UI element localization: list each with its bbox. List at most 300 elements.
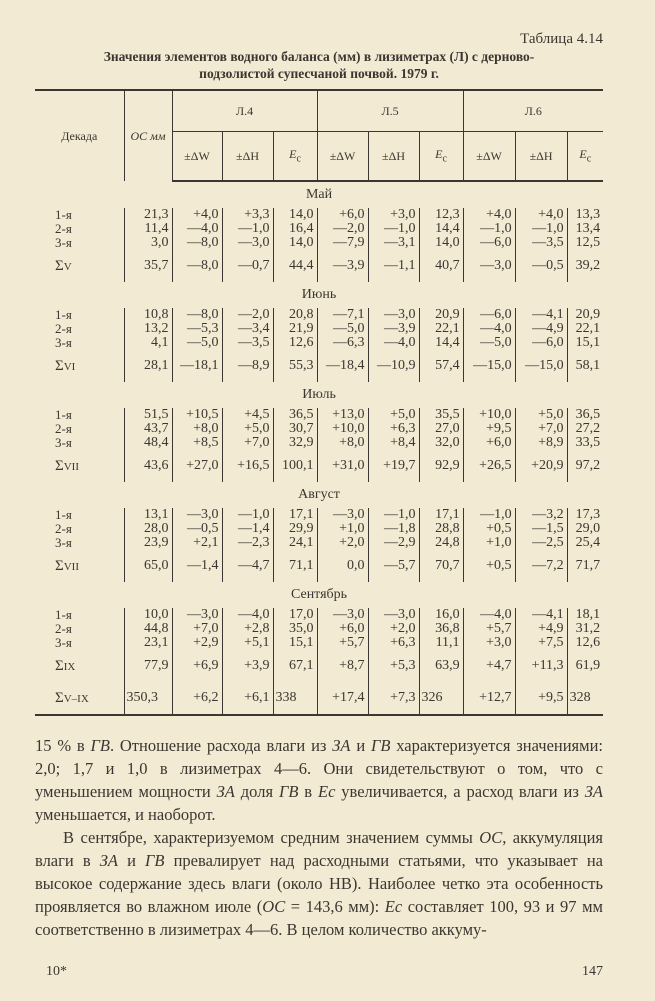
- table-cell: —0,5: [172, 522, 222, 536]
- table-row: [35, 436, 603, 450]
- table-cell: —3,2: [515, 508, 567, 522]
- table-cell: 67,1: [273, 650, 317, 682]
- table-cell: —1,0: [222, 222, 273, 236]
- table-row: [35, 236, 603, 250]
- table-row: [35, 322, 603, 336]
- table-cell: 16,0: [419, 608, 463, 622]
- table-cell: —4,0: [222, 608, 273, 622]
- italic-term: ГВ: [278, 782, 299, 801]
- table-row: [35, 508, 603, 522]
- table-cell: 17,1: [419, 508, 463, 522]
- header-delta-h: ±ΔH: [515, 132, 567, 182]
- table-cell: 35,7: [124, 250, 172, 282]
- header-ec: [419, 132, 463, 182]
- table-cell: 70,7: [419, 550, 463, 582]
- water-balance-table: [35, 89, 603, 722]
- table-cell: 22,1: [419, 322, 463, 336]
- total-row: [35, 682, 603, 715]
- paragraph: [35, 826, 603, 941]
- table-cell: —7,9: [317, 236, 368, 250]
- row-label: [35, 550, 124, 582]
- row-label: 3-я: [55, 235, 72, 250]
- table-cell: 31,2: [567, 622, 603, 636]
- table-cell: +3,0: [368, 208, 419, 222]
- text-run: . Отношение расхода влаги из: [109, 736, 333, 755]
- table-cell: 71,1: [273, 550, 317, 582]
- table-cell: 35,0: [273, 622, 317, 636]
- table-cell: +7,0: [222, 436, 273, 450]
- table-cell: —5,7: [368, 550, 419, 582]
- table-cell: —4,0: [463, 608, 515, 622]
- row-label: 2-я: [55, 221, 72, 236]
- table-cell: 11,1: [419, 636, 463, 650]
- table-cell: +10,5: [172, 408, 222, 422]
- sigma-symbol: Σ: [55, 657, 64, 674]
- table-cell: —4,1: [515, 608, 567, 622]
- header-ec: [567, 132, 603, 182]
- table-cell: —5,0: [172, 336, 222, 350]
- table-cell: —1,8: [368, 522, 419, 536]
- text-run: уменьшается, и наоборот.: [35, 805, 216, 824]
- table-cell: —4,1: [515, 308, 567, 322]
- table-cell: +6,9: [172, 650, 222, 682]
- sigma-symbol: Σ: [55, 257, 64, 274]
- table-cell: —1,0: [368, 222, 419, 236]
- table-cell: +13,0: [317, 408, 368, 422]
- text-run: , аккумуляция влаги в: [35, 828, 604, 870]
- italic-term: ЗА: [332, 736, 351, 755]
- table-cell: —1,5: [515, 522, 567, 536]
- table-cell: —6,3: [317, 336, 368, 350]
- text-run: превалирует над расходными статьями, что указывает на высокое содержание здесь влаги (около НВ). Наиболее четко эта особенность проявляется во влажном июле (: [35, 851, 603, 916]
- month-title: Сентябрь: [290, 587, 348, 602]
- table-cell: +2,8: [222, 622, 273, 636]
- table-cell: 32,9: [273, 436, 317, 450]
- table-cell: 43,6: [124, 450, 172, 482]
- table-cell: 20,9: [419, 308, 463, 322]
- table-cell: +2,0: [368, 622, 419, 636]
- table-cell: 0,0: [317, 550, 368, 582]
- table-cell: 97,2: [567, 450, 603, 482]
- table-cell: —2,9: [368, 536, 419, 550]
- row-label: [35, 350, 124, 382]
- table-cell: 61,9: [567, 650, 603, 682]
- table-cell: —3,4: [222, 322, 273, 336]
- table-cell: 12,6: [273, 336, 317, 350]
- sigma-symbol: Σ: [55, 557, 64, 574]
- table-cell: 14,4: [419, 336, 463, 350]
- italic-term: Eс: [384, 897, 403, 916]
- row-label: [35, 250, 124, 282]
- table-row: [35, 422, 603, 436]
- header-ec-label: E: [435, 147, 443, 162]
- table-cell: 14,0: [419, 236, 463, 250]
- table-cell: 77,9: [124, 650, 172, 682]
- table-cell: +16,5: [222, 450, 273, 482]
- table-cell: —0,5: [515, 250, 567, 282]
- table-cell: —7,1: [317, 308, 368, 322]
- table-cell: 13,3: [567, 208, 603, 222]
- table-cell: —5,3: [172, 322, 222, 336]
- table-cell: —4,0: [368, 336, 419, 350]
- table-row: [35, 336, 603, 350]
- table-cell: —2,0: [222, 308, 273, 322]
- table-cell: —7,2: [515, 550, 567, 582]
- table-cell: 28,1: [124, 350, 172, 382]
- table-cell: +7,5: [515, 636, 567, 650]
- table-cell: +10,0: [463, 408, 515, 422]
- month-header-row: [35, 282, 603, 308]
- header-group-l6: Л.6: [463, 90, 603, 132]
- row-label: 1-я: [55, 307, 72, 322]
- table-cell: +8,9: [515, 436, 567, 450]
- table-cell: +3,0: [463, 636, 515, 650]
- row-label: 2-я: [55, 521, 72, 536]
- table-cell: +8,7: [317, 650, 368, 682]
- table-cell: +11,3: [515, 650, 567, 682]
- table-cell: —1,0: [368, 508, 419, 522]
- table-cell: 40,7: [419, 250, 463, 282]
- table-cell: +4,9: [515, 622, 567, 636]
- table-cell: 15,1: [567, 336, 603, 350]
- table-cell: 44,8: [124, 622, 172, 636]
- table-number: Таблица 4.14: [520, 31, 603, 47]
- italic-term: ЗА: [584, 782, 603, 801]
- header-ec: [273, 132, 317, 182]
- table-cell: 27,0: [419, 422, 463, 436]
- table-cell: +7,0: [172, 622, 222, 636]
- table-cell: —3,5: [222, 336, 273, 350]
- sum-period: V–IX: [63, 692, 89, 705]
- table-cell: —18,4: [317, 350, 368, 382]
- table-cell: +19,7: [368, 450, 419, 482]
- table-cell: +8,0: [172, 422, 222, 436]
- table-cell: +6,3: [368, 636, 419, 650]
- table-cell: —3,9: [368, 322, 419, 336]
- table-row: [35, 408, 603, 422]
- table-cell: 58,1: [567, 350, 603, 382]
- table-row: [35, 636, 603, 650]
- sum-period: VI: [63, 360, 76, 373]
- table-cell: 51,5: [124, 408, 172, 422]
- table-cell: 21,3: [124, 208, 172, 222]
- table-cell: +8,5: [172, 436, 222, 450]
- table-cell: —4,0: [463, 322, 515, 336]
- paragraph: [35, 734, 603, 826]
- text-run: и: [350, 736, 371, 755]
- table-cell: 10,0: [124, 608, 172, 622]
- italic-term: ОС: [262, 897, 286, 916]
- table-cell: 15,1: [273, 636, 317, 650]
- table-cell: 28,8: [419, 522, 463, 536]
- table-cell: 55,3: [273, 350, 317, 382]
- table-cell: 25,4: [567, 536, 603, 550]
- table-cell: +1,0: [317, 522, 368, 536]
- table-cell: +5,1: [222, 636, 273, 650]
- table-cell: 3,0: [124, 236, 172, 250]
- table-cell: —10,9: [368, 350, 419, 382]
- table-cell: +6,2: [172, 682, 222, 715]
- row-label: 2-я: [55, 321, 72, 336]
- row-label: [35, 450, 124, 482]
- table-cell: +2,0: [317, 536, 368, 550]
- table-cell: —8,9: [222, 350, 273, 382]
- table-cell: —3,9: [317, 250, 368, 282]
- row-label: 3-я: [55, 335, 72, 350]
- table-cell: 23,9: [124, 536, 172, 550]
- sum-row: [35, 550, 603, 582]
- table-cell: 20,8: [273, 308, 317, 322]
- row-label: 3-я: [55, 535, 72, 550]
- table-cell: —6,0: [515, 336, 567, 350]
- month-title: Май: [305, 187, 333, 202]
- table-row: [35, 222, 603, 236]
- table-cell: 32,0: [419, 436, 463, 450]
- text-run: 15 % в: [35, 736, 91, 755]
- table-cell: +6,3: [368, 422, 419, 436]
- header-ec-subscript: c: [442, 153, 447, 165]
- table-cell: —3,0: [368, 608, 419, 622]
- table-cell: +20,9: [515, 450, 567, 482]
- table-cell: 30,7: [273, 422, 317, 436]
- table-cell: 35,5: [419, 408, 463, 422]
- table-cell: —18,1: [172, 350, 222, 382]
- header-ec-subscript: c: [586, 153, 592, 165]
- table-cell: +5,0: [222, 422, 273, 436]
- header-ec-label: E: [289, 147, 297, 162]
- table-cell: +27,0: [172, 450, 222, 482]
- italic-term: ЗА: [216, 782, 235, 801]
- italic-term: ОС: [479, 828, 503, 847]
- row-label: 3-я: [55, 435, 72, 450]
- table-cell: —3,0: [317, 508, 368, 522]
- table-cell: —2,3: [222, 536, 273, 550]
- table-cell: 16,4: [273, 222, 317, 236]
- row-label: [35, 650, 124, 682]
- table-cell: —1,1: [368, 250, 419, 282]
- header-ec-label: E: [579, 147, 587, 162]
- sum-period: VII: [63, 460, 80, 473]
- table-cell: —5,0: [317, 322, 368, 336]
- table-cell: —3,0: [172, 608, 222, 622]
- table-cell: —2,5: [515, 536, 567, 550]
- italic-term: ГВ: [90, 736, 110, 755]
- table-cell: +4,5: [222, 408, 273, 422]
- table-cell: —4,0: [172, 222, 222, 236]
- table-cell: 28,0: [124, 522, 172, 536]
- table-cell: —1,4: [222, 522, 273, 536]
- table-cell: +6,0: [463, 436, 515, 450]
- table-cell: 29,9: [273, 522, 317, 536]
- table-cell: —3,0: [368, 308, 419, 322]
- table-cell: 71,7: [567, 550, 603, 582]
- table-cell: +3,9: [222, 650, 273, 682]
- table-cell: —1,4: [172, 550, 222, 582]
- text-run: и: [117, 851, 146, 870]
- table-cell: +6,0: [317, 622, 368, 636]
- row-label: 1-я: [55, 607, 72, 622]
- table-cell: 27,2: [567, 422, 603, 436]
- table-cell: +5,3: [368, 650, 419, 682]
- table-cell: 44,4: [273, 250, 317, 282]
- text-run: увеличивается, а расход влаги из: [335, 782, 585, 801]
- table-cell: +4,0: [172, 208, 222, 222]
- table-cell: 39,2: [567, 250, 603, 282]
- table-cell: 21,9: [273, 322, 317, 336]
- month-title: Август: [298, 487, 340, 502]
- table-title-line: Значения элементов водного баланса (мм) в лизиметрах (Л) с дерново-: [103, 49, 535, 64]
- table-cell: +10,0: [317, 422, 368, 436]
- table-cell: —4,7: [222, 550, 273, 582]
- text-run: = 143,6 мм):: [285, 897, 385, 916]
- table-cell: +5,7: [317, 636, 368, 650]
- sigma-symbol: Σ: [55, 689, 64, 706]
- text-run: характеризуется значениями: 2,0; 1,7 и 1,0 в лизиметрах 4—6. Они свидетельствуют о том, что с уменьшением мощности: [35, 736, 603, 801]
- month-title: Июль: [302, 387, 336, 402]
- table-cell: 29,0: [567, 522, 603, 536]
- signature-mark: 10*: [46, 964, 67, 979]
- header-delta-w: ±ΔW: [172, 132, 222, 182]
- table-row: [35, 608, 603, 622]
- table-cell: 17,1: [273, 508, 317, 522]
- table-row: [35, 536, 603, 550]
- header-os: [124, 90, 172, 181]
- table-title-line: подзолистой супесчаной почвой. 1979 г.: [199, 66, 439, 81]
- table-cell: +4,7: [463, 650, 515, 682]
- table-cell: —1,0: [222, 508, 273, 522]
- table-cell: —4,9: [515, 322, 567, 336]
- table-cell: —3,0: [222, 236, 273, 250]
- month-header-row: [35, 582, 603, 608]
- page-number: 147: [582, 964, 603, 979]
- italic-term: ГВ: [145, 851, 165, 870]
- table-cell: +7,0: [515, 422, 567, 436]
- table-cell: +3,3: [222, 208, 273, 222]
- table-cell: 350,3: [124, 682, 172, 715]
- row-label: 2-я: [55, 421, 72, 436]
- table-cell: —2,0: [317, 222, 368, 236]
- italic-term: ЗА: [99, 851, 118, 870]
- table-cell: 13,2: [124, 322, 172, 336]
- month-header-row: [35, 482, 603, 508]
- table-cell: 338: [273, 682, 317, 715]
- table-cell: 13,1: [124, 508, 172, 522]
- row-label: [35, 682, 124, 715]
- table-cell: 23,1: [124, 636, 172, 650]
- table-cell: 36,5: [273, 408, 317, 422]
- table-cell: 36,5: [567, 408, 603, 422]
- table-cell: 100,1: [273, 450, 317, 482]
- table-title: [35, 48, 603, 82]
- italic-term: Eс: [317, 782, 336, 801]
- table-bottom-rule: [35, 715, 603, 722]
- table-cell: 14,0: [273, 208, 317, 222]
- table-cell: 14,4: [419, 222, 463, 236]
- table-cell: +0,5: [463, 522, 515, 536]
- table-cell: —1,0: [463, 508, 515, 522]
- table-cell: —15,0: [515, 350, 567, 382]
- month-header-row: [35, 181, 603, 208]
- month-title: Июнь: [301, 287, 337, 302]
- table-cell: +5,0: [515, 408, 567, 422]
- table-cell: —3,0: [317, 608, 368, 622]
- text-run: в: [298, 782, 318, 801]
- table-cell: 36,8: [419, 622, 463, 636]
- table-cell: +6,1: [222, 682, 273, 715]
- sum-row: [35, 350, 603, 382]
- table-cell: 43,7: [124, 422, 172, 436]
- table-cell: 328: [567, 682, 603, 715]
- table-cell: 12,3: [419, 208, 463, 222]
- text-run: доля: [234, 782, 279, 801]
- table-cell: 92,9: [419, 450, 463, 482]
- table-cell: —1,0: [515, 222, 567, 236]
- table-cell: +4,0: [463, 208, 515, 222]
- table-cell: +2,9: [172, 636, 222, 650]
- table-cell: +12,7: [463, 682, 515, 715]
- table-cell: —6,0: [463, 308, 515, 322]
- table-cell: 13,4: [567, 222, 603, 236]
- header-decade: Декада: [61, 128, 98, 143]
- header-delta-h: ±ΔH: [222, 132, 273, 182]
- table-cell: 12,5: [567, 236, 603, 250]
- table-cell: +5,0: [368, 408, 419, 422]
- table-cell: —8,0: [172, 250, 222, 282]
- table-cell: 20,9: [567, 308, 603, 322]
- table-cell: +31,0: [317, 450, 368, 482]
- sum-row: [35, 450, 603, 482]
- sum-period: VII: [63, 560, 80, 573]
- table-cell: +4,0: [515, 208, 567, 222]
- row-label: 2-я: [55, 621, 72, 636]
- table-cell: —8,0: [172, 236, 222, 250]
- header-delta-h: ±ΔH: [368, 132, 419, 182]
- table-cell: 33,5: [567, 436, 603, 450]
- table-cell: —3,1: [368, 236, 419, 250]
- italic-term: ГВ: [370, 736, 391, 755]
- row-label: 1-я: [55, 507, 72, 522]
- table-row: [35, 208, 603, 222]
- table-cell: —3,5: [515, 236, 567, 250]
- sum-row: [35, 650, 603, 682]
- sum-period: IX: [63, 660, 76, 673]
- table-cell: 12,6: [567, 636, 603, 650]
- page-footer: [46, 963, 603, 981]
- sum-row: [35, 250, 603, 282]
- header-os-label: ОС мм: [130, 128, 166, 143]
- row-label: 1-я: [55, 207, 72, 222]
- table-cell: —15,0: [463, 350, 515, 382]
- sigma-symbol: Σ: [55, 457, 64, 474]
- table-cell: +5,7: [463, 622, 515, 636]
- table-cell: 63,9: [419, 650, 463, 682]
- table-cell: +2,1: [172, 536, 222, 550]
- table-cell: —0,7: [222, 250, 273, 282]
- header-delta-w: ±ΔW: [317, 132, 368, 182]
- table-cell: 24,8: [419, 536, 463, 550]
- table-cell: +8,4: [368, 436, 419, 450]
- table-cell: 18,1: [567, 608, 603, 622]
- table-row: [35, 522, 603, 536]
- body-text: [35, 734, 603, 941]
- table-cell: 24,1: [273, 536, 317, 550]
- table-cell: 57,4: [419, 350, 463, 382]
- table-row: [35, 622, 603, 636]
- table-cell: —8,0: [172, 308, 222, 322]
- row-label: 1-я: [55, 407, 72, 422]
- table-cell: —3,0: [172, 508, 222, 522]
- table-cell: +9,5: [463, 422, 515, 436]
